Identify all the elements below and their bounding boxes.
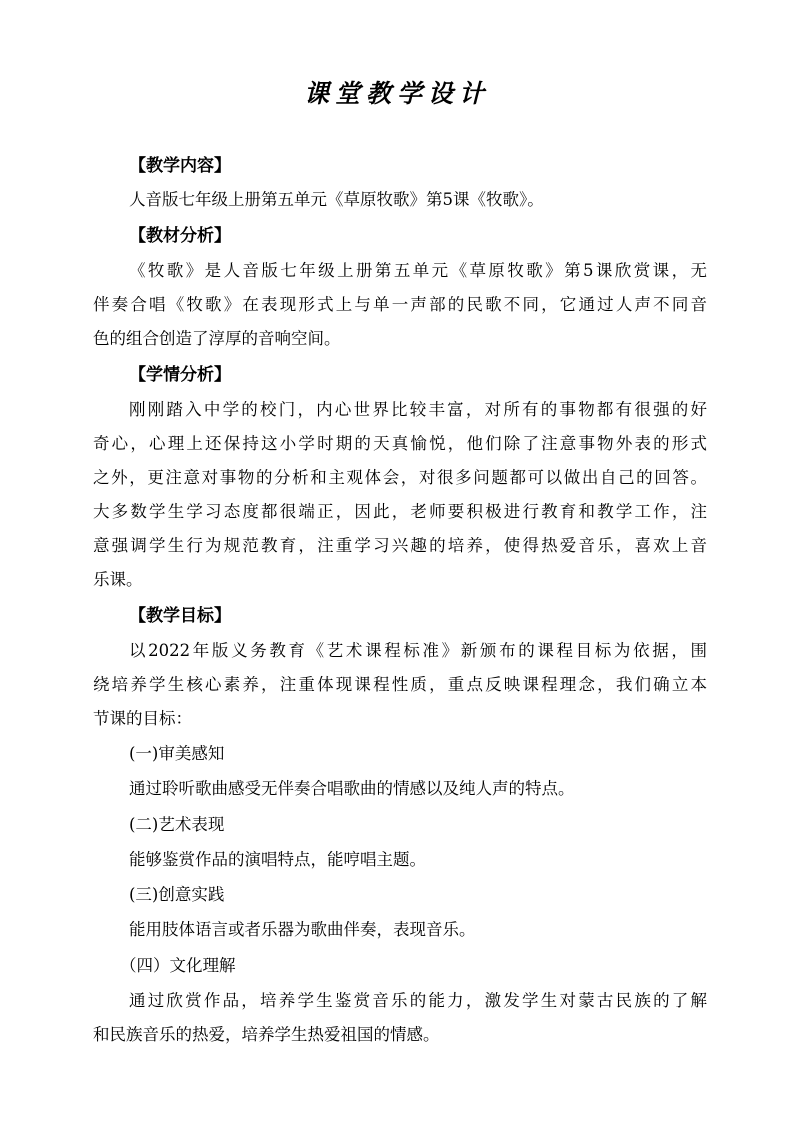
goal-item-text: 能够鉴赏作品的演唱特点，能哼唱主题。	[129, 850, 426, 869]
material-line: 《牧歌》是人音版七年级上册第五单元《草原牧歌》第5课欣赏课，无	[129, 261, 707, 280]
students-line: 刚刚踏入中学的校门，内心世界比较丰富，对所有的事物都有很强的好	[129, 400, 707, 419]
goal-item-label: (二)艺术表现	[129, 815, 225, 834]
document-title: 课堂教学设计	[303, 79, 490, 108]
section-heading-students: 【学情分析】	[129, 365, 231, 385]
students-line: 乐课。	[93, 570, 143, 589]
goal-item-text: 和民族音乐的热爱，培养学生热爱祖国的情感。	[93, 1025, 440, 1044]
goal-item-label: (三)创意实践	[129, 885, 225, 904]
goals-line: 以2022年版义务教育《艺术课程标准》新颁布的课程目标为依据，围	[129, 641, 707, 660]
goal-item-label: （四）文化理解	[120, 956, 236, 975]
goal-item-text: 能用肢体语言或者乐器为歌曲伴奏，表现音乐。	[129, 920, 476, 939]
section-heading-material: 【教材分析】	[129, 226, 231, 246]
students-line: 之外，更注意对事物的分析和主观体会，对很多问题都可以做出自己的回答。	[93, 468, 707, 487]
material-line: 伴奏合唱《牧歌》在表现形式上与单一声部的民歌不同，它通过人声不同音	[93, 295, 707, 314]
goal-item-text: 通过欣赏作品，培养学生鉴赏音乐的能力，激发学生对蒙古民族的了解	[129, 991, 707, 1010]
goals-line: 绕培养学生核心素养，注重体现课程性质，重点反映课程理念，我们确立本	[93, 675, 707, 694]
content-text: 人音版七年级上册第五单元《草原牧歌》第5课《牧歌》。	[129, 190, 544, 209]
students-line: 奇心，心理上还保持这小学时期的天真愉悦，他们除了注意事物外表的形式	[93, 434, 707, 453]
goal-item-text: 通过聆听歌曲感受无伴奏合唱歌曲的情感以及纯人声的特点。	[129, 779, 575, 798]
section-heading-content: 【教学内容】	[129, 156, 231, 176]
goals-line: 节课的目标：	[93, 709, 192, 728]
section-heading-goals: 【教学目标】	[129, 606, 231, 626]
students-line: 大多数学生学习态度都很端正，因此，老师要积极进行教育和教学工作，注	[93, 502, 707, 521]
goal-item-label: (一)审美感知	[129, 744, 225, 763]
material-line: 色的组合创造了淳厚的音响空间。	[93, 329, 341, 348]
students-line: 意强调学生行为规范教育，注重学习兴趣的培养，使得热爱音乐，喜欢上音	[93, 536, 707, 555]
